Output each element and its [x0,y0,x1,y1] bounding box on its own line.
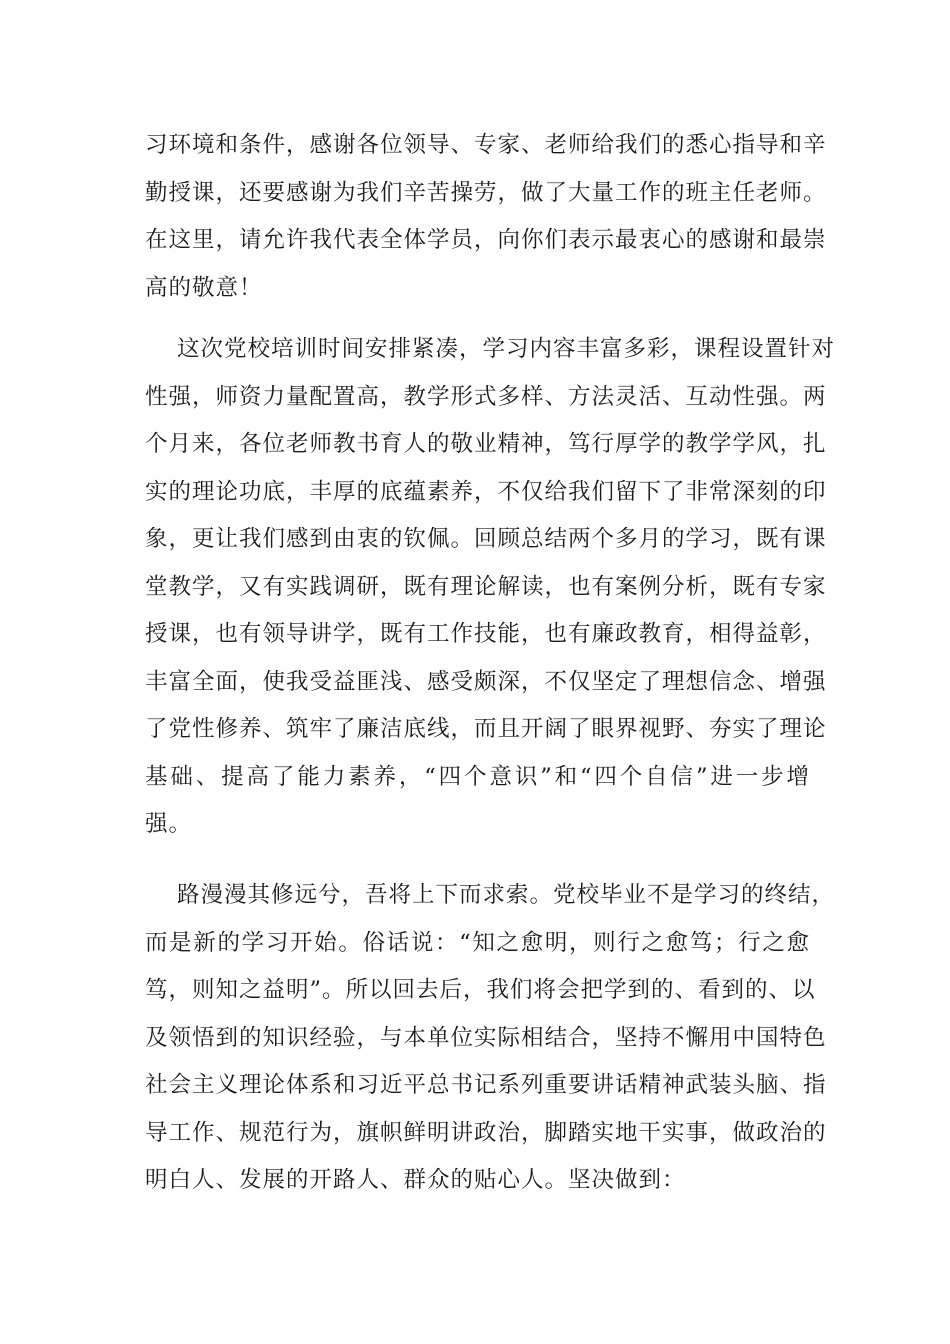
text-line: 堂教学，又有实践调研，既有理论解读，也有案例分析，既有专家 [145,573,827,600]
text-line: 基础、提高了能力素养，“四个意识”和“四个自信”进一步增 [145,763,810,790]
text-line: 高的敬意！ [145,274,263,301]
text-line: 导工作、规范行为，旗帜鲜明讲政治，脚踏实地干实事，做政治的 [145,1119,827,1146]
text-line: 丰富全面，使我受益匪浅、感受颇深，不仅坚定了理想信念、增强 [145,668,827,695]
text-line: 在这里，请允许我代表全体学员，向你们表示最衷心的感谢和最崇 [145,227,827,253]
text-line: 授课，也有领导讲学，既有工作技能，也有廉政教育，相得益彰， [145,621,827,647]
text-line: 强。 [145,811,193,837]
paragraph-training-summary [145,326,836,849]
text-line: 笃，则知之益明”。所以回去后，我们将会把学到的、看到的、以 [145,977,816,1003]
text-line: 路漫漫其修远兮，吾将上下而求索。党校毕业不是学习的终结， [177,882,836,908]
text-line: 明白人、发展的开路人、群众的贴心人。坚决做到： [145,1167,686,1193]
text-line: 及领悟到的知识经验，与本单位实际相结合，坚持不懈用中国特色 [145,1024,827,1051]
paragraph-thanks [145,122,827,312]
text-line: 个月来，各位老师教书育人的敬业精神，笃行厚学的教学学风，扎 [145,431,827,457]
text-line: 实的理论功底，丰厚的底蕴素养，不仅给我们留下了非常深刻的印 [145,478,827,505]
text-line: 象，更让我们感到由衷的钦佩。回顾总结两个多月的学习，既有课 [145,526,827,552]
paragraph-future-commitment [145,872,836,1205]
text-line: 了党性修养、筑牢了廉洁底线，而且开阔了眼界视野、夯实了理论 [145,716,827,742]
text-line: 这次党校培训时间安排紧凑，学习内容丰富多彩，课程设置针对 [177,336,836,362]
text-line: 习环境和条件，感谢各位领导、专家、老师给我们的悉心指导和辛 [145,132,827,158]
text-line: 而是新的学习开始。俗话说：“知之愈明，则行之愈笃；行之愈 [145,929,810,956]
text-line: 勤授课，还要感谢为我们辛苦操劳，做了大量工作的班主任老师。 [145,179,827,206]
text-line: 性强，师资力量配置高，教学形式多样、方法灵活、互动性强。两 [145,383,827,410]
text-line: 社会主义理论体系和习近平总书记系列重要讲话精神武装头脑、指 [145,1072,827,1098]
